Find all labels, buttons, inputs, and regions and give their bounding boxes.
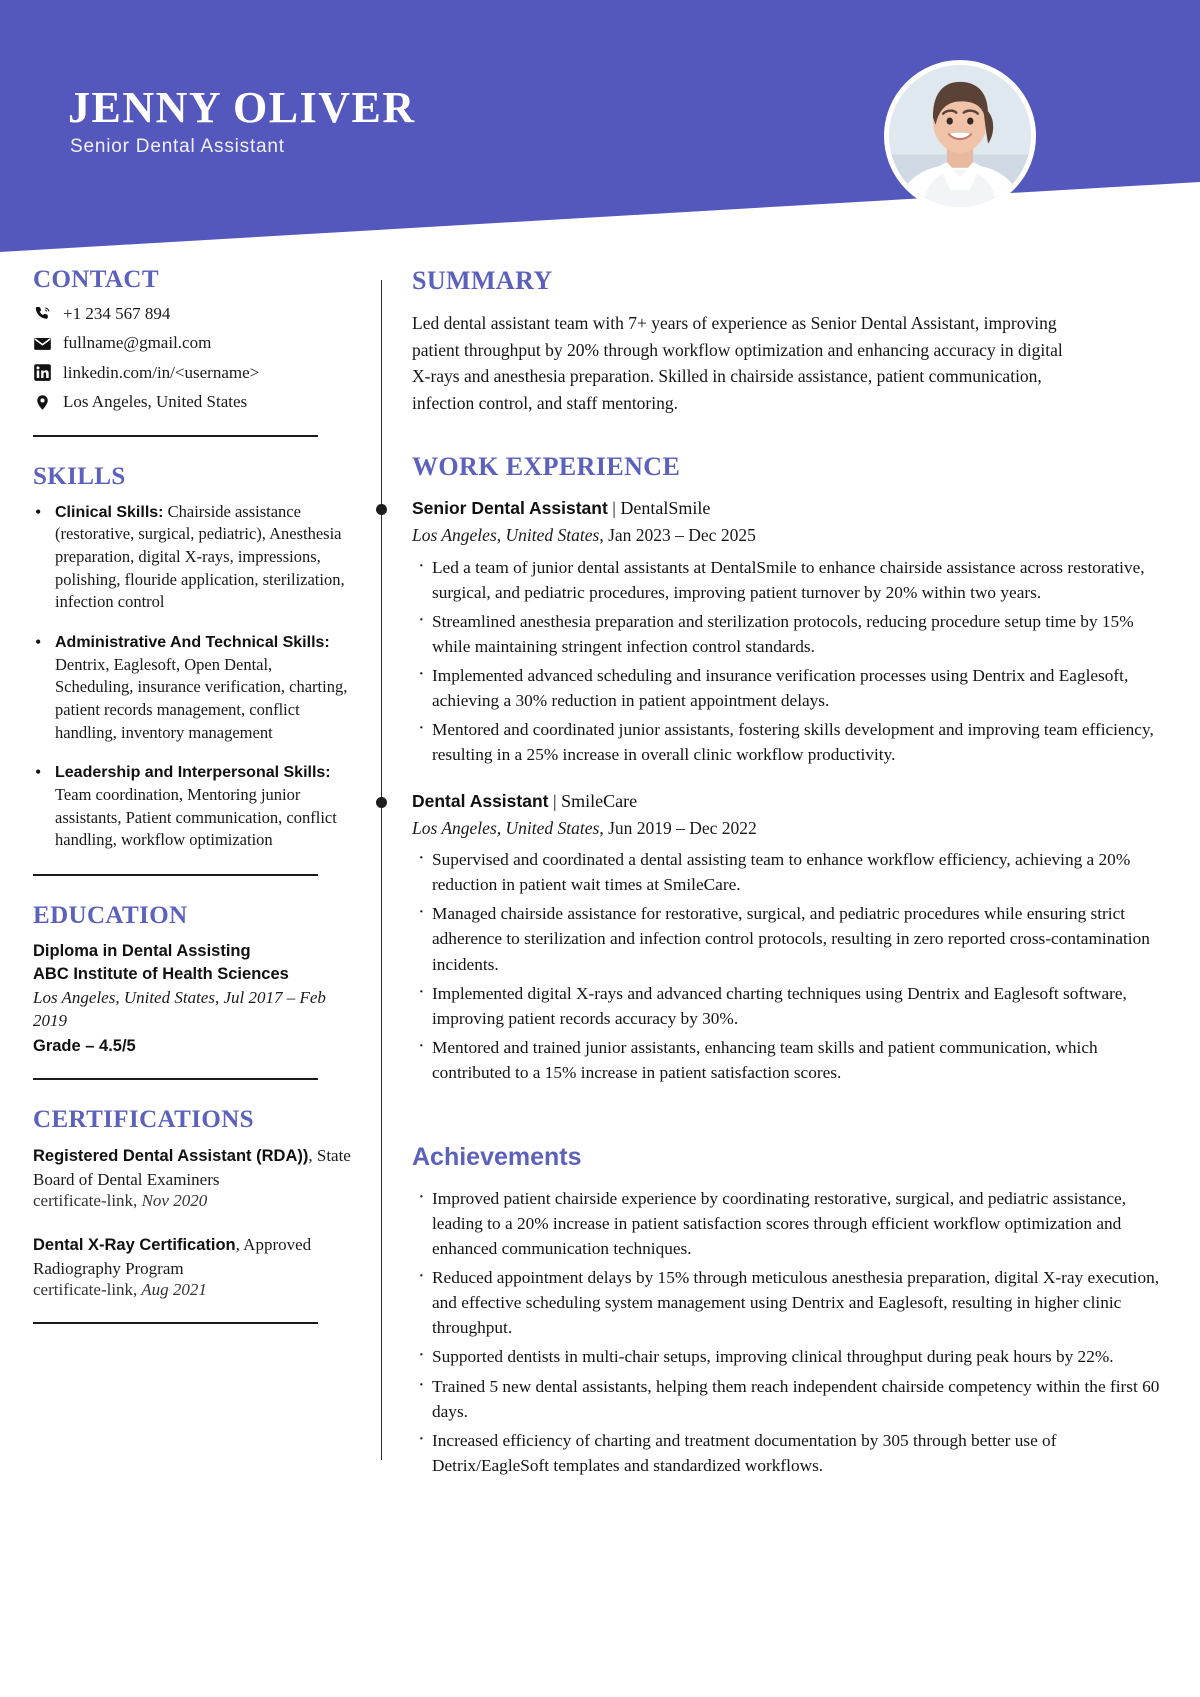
location-pin-icon xyxy=(33,393,52,412)
job-dates: , Jan 2023 – Dec 2025 xyxy=(599,525,756,545)
certificate-link[interactable]: certificate-link, xyxy=(33,1280,138,1300)
contact-section xyxy=(33,266,351,413)
contact-value-email: fullname@gmail.com xyxy=(63,333,212,353)
skill-value: Team coordination, Mentoring junior assistants, Patient communication, conflict handling, workflow optimization xyxy=(55,785,337,850)
phone-icon xyxy=(33,305,52,324)
job-title-line xyxy=(412,496,1160,521)
education-school: ABC Institute of Health Sciences xyxy=(33,964,289,983)
linkedin-icon xyxy=(33,363,52,382)
list-item: · Mentored and trained junior assistants, enhancing team skills and patient communication, which contributed to a 15% increase in patient satisfaction scores. xyxy=(432,1035,1160,1085)
list-item: · Reduced appointment delays by 15% through meticulous anesthesia preparation, digital X-ray execution, and effective scheduling system management using Dentrix and Eaglesoft, resulting in higher clinic throughput. xyxy=(432,1265,1160,1340)
certification-date: Nov 2020 xyxy=(137,1191,208,1211)
timeline-dot-icon xyxy=(376,504,387,515)
certification-issuer: , Approved Radiography Program xyxy=(33,1235,312,1278)
work-experience-heading: WORK EXPERIENCE xyxy=(412,452,681,482)
contact-item-location xyxy=(33,392,351,412)
sidebar-divider-4 xyxy=(33,1322,318,1324)
skill-label: Leadership and Interpersonal Skills: xyxy=(55,764,331,782)
job-company: DentalSmile xyxy=(620,498,711,519)
list-item: · Mentored and coordinated junior assistants, fostering skills development and improving team efficiency, resulting in a 25% increase in overall clinic workflow productivity. xyxy=(432,717,1160,767)
education-meta: Los Angeles, United States, Jul 2017 – Feb 2019 xyxy=(33,988,326,1030)
skill-label: Administrative And Technical Skills: xyxy=(55,633,330,651)
contact-value-phone: +1 234 567 894 xyxy=(63,304,171,323)
list-item: · Implemented advanced scheduling and insurance verification processes using Dentrix and Eaglesoft, achieving a 30% reduction in patient appointment delays. xyxy=(432,663,1160,713)
page-title: JENNY OLIVER xyxy=(68,83,416,132)
contact-value-location: Los Angeles, United States xyxy=(63,392,248,412)
contact-heading: CONTACT xyxy=(33,266,159,293)
sidebar xyxy=(33,266,351,1482)
column-divider xyxy=(381,280,382,1460)
sidebar-divider-1 xyxy=(33,435,318,437)
resume-header xyxy=(0,0,1200,252)
avatar xyxy=(884,60,1036,212)
spacer xyxy=(412,1107,1160,1143)
job-title-line xyxy=(412,789,1160,814)
job-title: Dental Assistant xyxy=(412,791,549,812)
certification-title-line xyxy=(33,1144,351,1191)
job-title: Senior Dental Assistant xyxy=(412,498,608,519)
list-item: · Streamlined anesthesia preparation and sterilization protocols, reducing procedure setup time by 15% while maintaining stringent infection control standards. xyxy=(432,609,1160,659)
envelope-icon xyxy=(33,334,52,353)
certification-name: Registered Dental Assistant (RDA)) xyxy=(33,1146,309,1165)
list-item: · Implemented digital X-rays and advanced charting techniques using Dentrix and Eaglesoft software, improving patient records accuracy by 30%. xyxy=(432,981,1160,1031)
main-content xyxy=(412,266,1160,1482)
resume-body xyxy=(0,252,1200,1482)
certification-date: Aug 2021 xyxy=(137,1280,207,1300)
work-experience-section xyxy=(412,452,1160,1085)
contact-value-linkedin: linkedin.com/in/<username> xyxy=(63,362,260,382)
summary-text: Led dental assistant team with 7+ years of experience as Senior Dental Assistant, improving patient throughput by 20% through workflow optimization and enhancing accuracy in digital X-rays and anesthesia preparation. Skilled in chairside assistance, patient communication, infection control, and staff mentoring. xyxy=(412,313,1063,413)
list-item: · Trained 5 new dental assistants, helping them reach independent chairside competency within the first 60 days. xyxy=(432,1374,1160,1424)
education-heading: EDUCATION xyxy=(33,901,188,929)
contact-list xyxy=(33,304,351,413)
list-item xyxy=(55,761,351,852)
list-item xyxy=(55,631,351,744)
job-meta xyxy=(412,523,1160,548)
job-entry xyxy=(412,496,1160,767)
job-entry xyxy=(412,789,1160,1085)
skill-value: Dentrix, Eaglesoft, Open Dental, Scheduling, insurance verification, charting, patient records management, conflict handling, inventory management xyxy=(55,654,348,742)
summary-heading: SUMMARY xyxy=(412,266,553,295)
education-section xyxy=(33,902,351,1056)
sidebar-divider-2 xyxy=(33,874,318,876)
certification-name: Dental X-Ray Certification xyxy=(33,1236,236,1255)
list-item: · Increased efficiency of charting and treatment documentation by 305 through better use of Detrix/EagleSoft templates and standardized workflows. xyxy=(432,1428,1160,1478)
job-separator: | xyxy=(548,791,562,812)
job-location: Los Angeles, United States xyxy=(412,817,600,838)
list-item: · Improved patient chairside experience by coordinating restorative, surgical, and pediatric assistance, leading to a 20% increase in patient satisfaction scores through efficient workflow optimization and enhanced communication techniques. xyxy=(432,1186,1160,1261)
education-degree: Diploma in Dental Assisting xyxy=(33,941,251,960)
education-grade: Grade – 4.5/5 xyxy=(33,1036,136,1055)
job-bullet-list xyxy=(412,847,1160,1085)
skill-value: Chairside assistance (restorative, surgical, pediatric), Anesthesia preparation, digital X-rays, impressions, polishing, flouride application, sterilization, infection control xyxy=(55,501,345,612)
contact-item-linkedin[interactable] xyxy=(33,363,351,383)
certifications-heading: CERTIFICATIONS xyxy=(33,1105,254,1133)
job-dates: , Jun 2019 – Dec 2022 xyxy=(599,817,757,838)
certificate-link[interactable]: certificate-link, xyxy=(33,1191,138,1211)
list-item: · Managed chairside assistance for restorative, surgical, and pediatric procedures while ensuring strict adherence to sterilization and infection control protocols, resulting in zero reported cross-contamination incidents. xyxy=(432,901,1160,976)
job-location: Los Angeles, United States xyxy=(412,525,600,545)
list-item xyxy=(33,1144,351,1211)
certification-title-line xyxy=(33,1233,351,1280)
certifications-section xyxy=(33,1106,351,1324)
header-subtitle: Senior Dental Assistant xyxy=(70,136,285,157)
summary-section xyxy=(412,266,1160,416)
achievements-section xyxy=(412,1143,1160,1478)
profile-photo-icon xyxy=(889,65,1031,207)
certification-link-line[interactable] xyxy=(33,1280,351,1300)
job-separator: | xyxy=(607,498,621,519)
spacer xyxy=(412,416,1160,452)
skills-section xyxy=(33,463,351,852)
job-meta xyxy=(412,816,1160,841)
achievements-list xyxy=(412,1186,1160,1478)
skills-heading: SKILLS xyxy=(33,462,126,490)
list-item: · Supervised and coordinated a dental assisting team to enhance workflow efficiency, achieving a 20% reduction in patient wait times at SmileCare. xyxy=(432,847,1160,897)
list-item xyxy=(55,501,351,614)
sidebar-divider-3 xyxy=(33,1078,318,1080)
job-company: SmileCare xyxy=(561,791,638,812)
certification-issuer: , State Board of Dental Examiners xyxy=(33,1145,351,1189)
achievements-heading: Achievements xyxy=(412,1142,582,1171)
job-bullet-list xyxy=(412,555,1160,768)
list-item xyxy=(33,1233,351,1300)
certification-link-line[interactable] xyxy=(33,1191,351,1211)
contact-item-email[interactable] xyxy=(33,333,351,353)
skill-label: Clinical Skills: xyxy=(55,503,164,521)
timeline-dot-icon xyxy=(376,797,387,808)
list-item: · Led a team of junior dental assistants at DentalSmile to enhance chairside assistance across restorative, surgical, and pediatric procedures, improving patient turnover by 20% within two years. xyxy=(432,555,1160,605)
list-item: · Supported dentists in multi-chair setups, improving clinical throughput during peak hours by 22%. xyxy=(432,1344,1160,1369)
contact-item-phone[interactable] xyxy=(33,304,351,324)
skills-list xyxy=(33,501,351,852)
